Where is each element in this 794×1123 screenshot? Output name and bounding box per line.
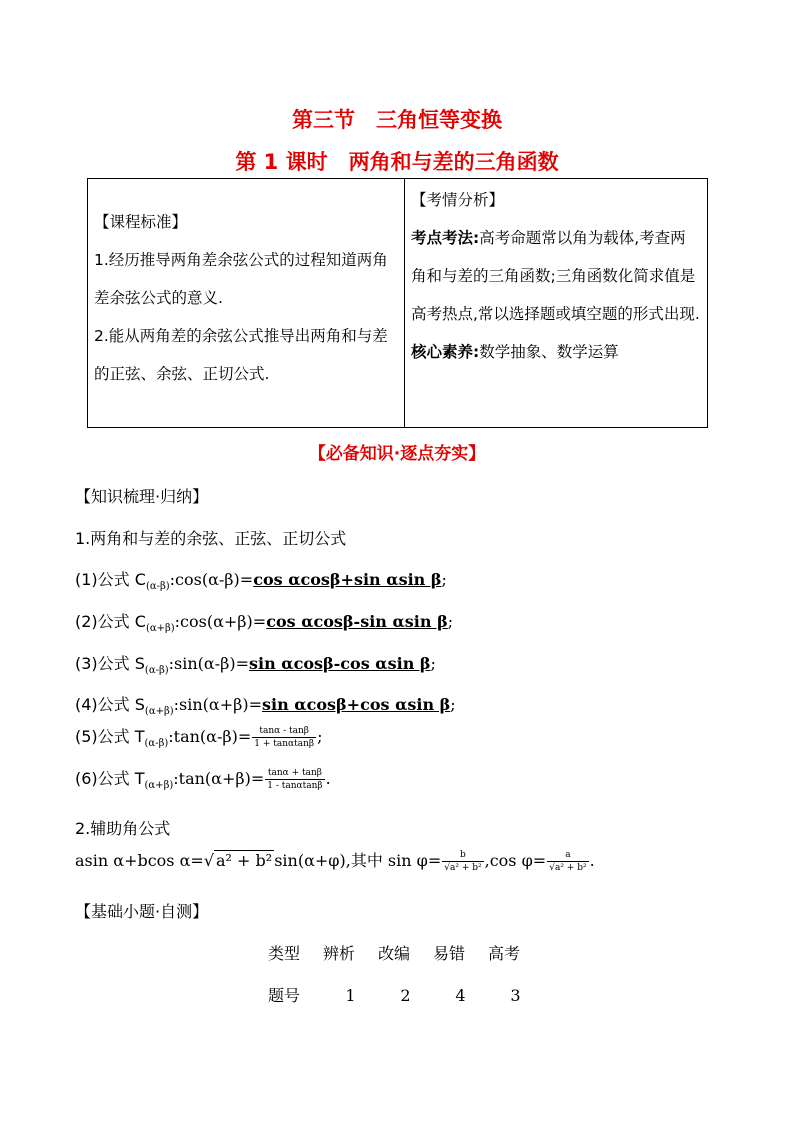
kaodian-block <box>411 219 701 333</box>
standards-table <box>87 178 708 428</box>
exam-analysis <box>405 179 708 428</box>
formula-2: (2)公式 $C_{(\alpha+\beta)}:\cos(\alpha+\beta)=\cos$ αcosβ-sin αsin β; <box>75 612 454 635</box>
topic-2: 2.辅助角公式 <box>75 819 171 838</box>
topic-1: 1.两角和与差的余弦、正弦、正切公式 <box>75 529 347 548</box>
type-row <box>268 941 543 964</box>
number-row <box>268 983 543 1006</box>
table-cell: 3 <box>510 986 521 1005</box>
table-cell: 2 <box>400 986 411 1005</box>
standard-item: 2.能从两角差的余弦公式推导出两角和与差的正弦、余弦、正切公式. <box>94 327 388 383</box>
table-cell: 题号 <box>268 986 301 1005</box>
course-standards <box>88 179 405 428</box>
suyang-text: 数学抽象、数学运算 <box>479 343 619 361</box>
table-cell: 1 <box>345 986 356 1005</box>
suyang-label: 核心素养: <box>411 343 480 361</box>
aux-formula: asin α+bcos α=√ a² + b² sin(α+φ),其中 sin φ= $\frac{b}{\text{√a² + b²}}$ ,cos φ= $\frac{a}{\text{√a² + b²}}$ . <box>75 850 595 873</box>
table-cell: 辨析 <box>323 944 356 963</box>
formula-1: (1)公式 $C_{(\alpha-\beta)}:\cos(\alpha-\beta)=\cos$ αcosβ+sin αsin β; <box>75 570 447 593</box>
formula-6: (6)公式 $T_{(\alpha+\beta)}:\tan(\alpha+\beta)=$ $\frac{\tan\alpha + \tan\beta}{1 - \tan\alpha\tan\beta}$ . <box>75 768 331 792</box>
section-bibei: 【必备知识·逐点夯实】 <box>308 444 486 464</box>
suyang-block <box>411 333 701 371</box>
formula-5: (5)公式 $T_{(\alpha-\beta)}:\tan(\alpha-\beta)=$ $\frac{\tan\alpha - \tan\beta}{1 + \tan\alpha\tan\beta}$ ; <box>75 726 323 750</box>
section-ceshi: 【基础小题·自测】 <box>75 902 209 921</box>
kaodian-label: 考点考法: <box>411 229 480 247</box>
table-cell: 改编 <box>378 944 411 963</box>
analysis-heading: 【考情分析】 <box>411 191 505 209</box>
lesson-title: 第 1 课时 两角和与差的三角函数 <box>235 150 559 174</box>
table-cell: 易错 <box>433 944 466 963</box>
page-title: 第三节 三角恒等变换 <box>292 108 502 132</box>
formula-3: (3)公式 $S_{(\alpha-\beta)}:\sin(\alpha-\beta)=\sin$ αcosβ-cos αsin β; <box>75 654 436 677</box>
kaodian-text: 高考命题常以角为载体,考查两角和与差的三角函数;三角函数化简求值是高考热点,常以选择题或填空题的形式出现. <box>411 229 700 323</box>
table-cell: 高考 <box>488 944 521 963</box>
standards-heading: 【课程标准】 <box>94 213 188 231</box>
standard-item: 1.经历推导两角差余弦公式的过程知道两角差余弦公式的意义. <box>94 251 388 307</box>
formula-4: (4)公式 $S_{(\alpha+\beta)}:\sin(\alpha+\beta)=\sin$ αcosβ+cos αsin β; <box>75 695 456 718</box>
section-shuli: 【知识梳理·归纳】 <box>75 487 209 506</box>
table-cell: 类型 <box>268 944 301 963</box>
table-cell: 4 <box>455 986 466 1005</box>
